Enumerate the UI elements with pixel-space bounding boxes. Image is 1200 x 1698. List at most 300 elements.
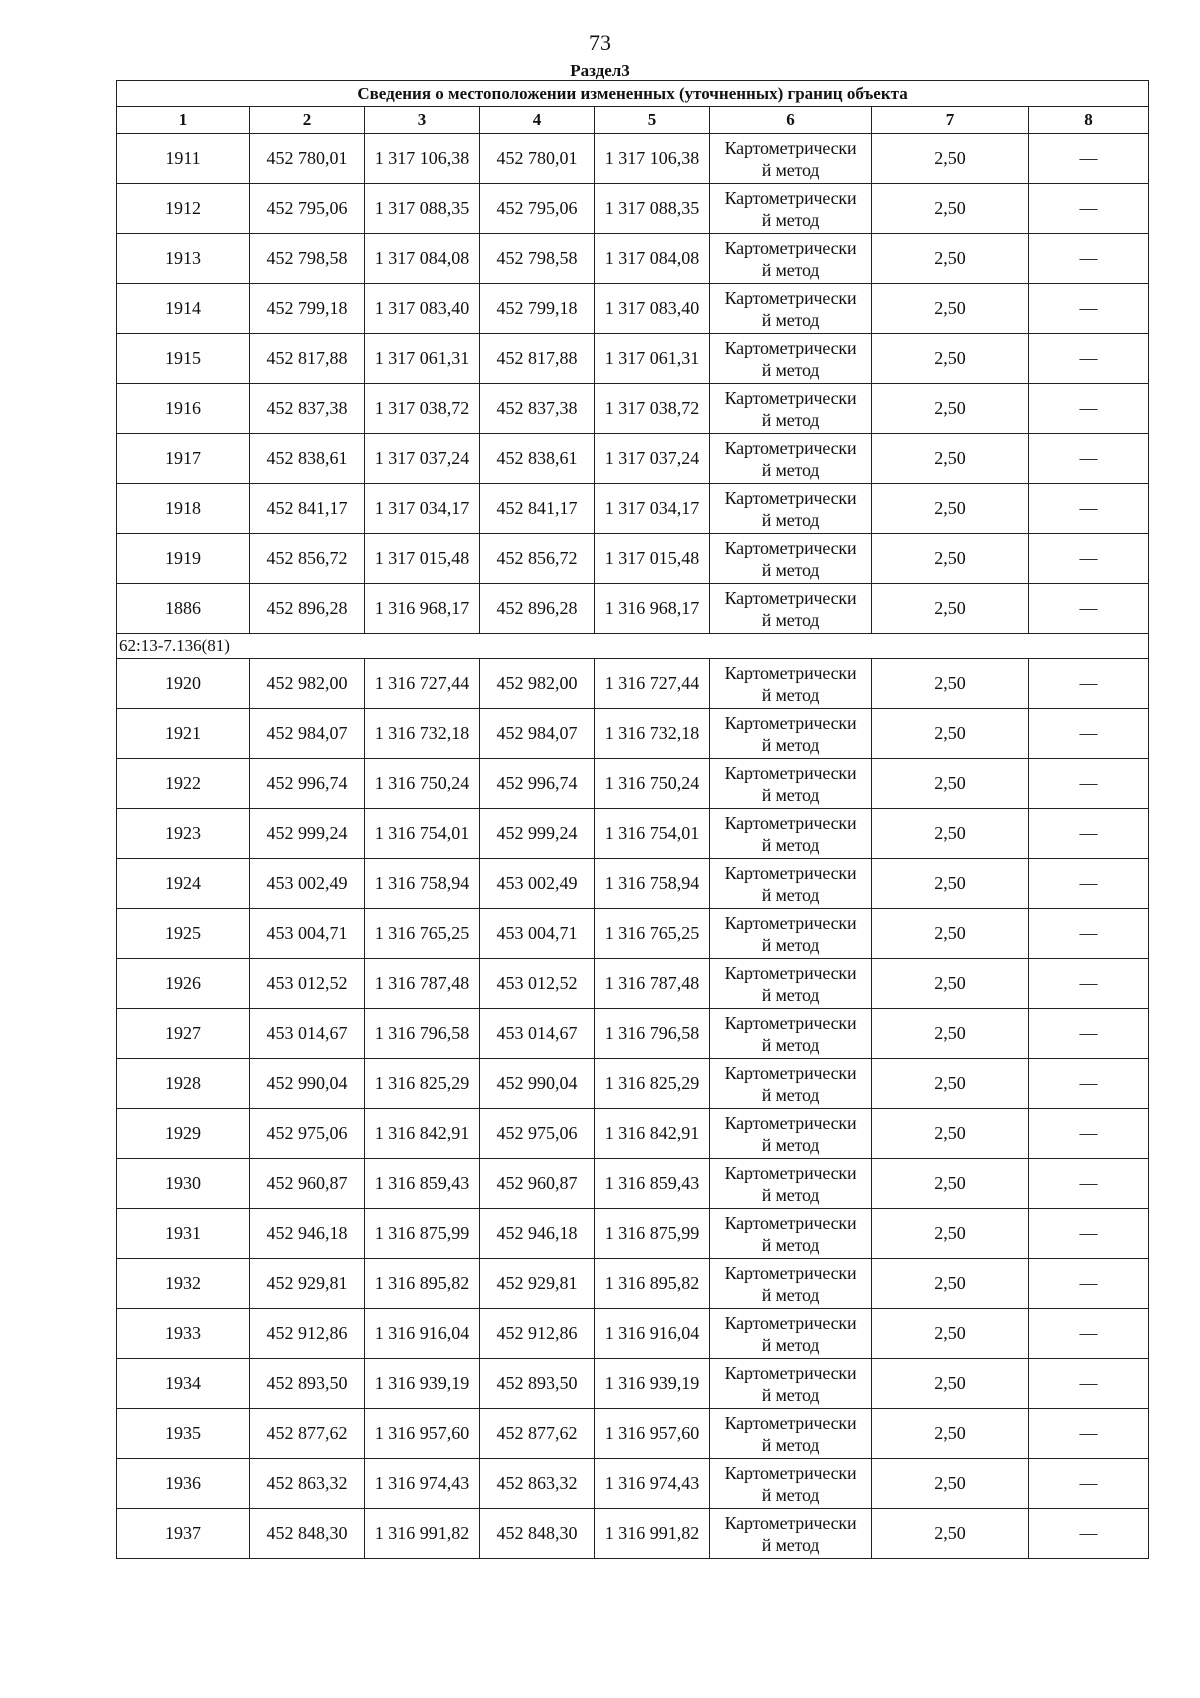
accuracy-cell: 2,50 [872,959,1029,1009]
method-text-line1: Картометрически [724,387,857,408]
y-existing-cell: 1 316 895,82 [365,1259,480,1309]
method-cell [710,534,872,584]
note-cell: — [1029,809,1149,859]
point-number-cell: 1911 [117,134,250,184]
y-existing-cell: 1 317 088,35 [365,184,480,234]
point-number-cell: 1923 [117,809,250,859]
point-number-cell: 1929 [117,1109,250,1159]
table-row [117,384,1149,434]
x-new-cell: 452 946,18 [480,1209,595,1259]
y-new-cell: 1 316 750,24 [595,759,710,809]
x-new-cell: 452 863,32 [480,1459,595,1509]
method-text-line2: й метод [761,1234,820,1255]
point-number-cell: 1916 [117,384,250,434]
note-cell: — [1029,1459,1149,1509]
accuracy-cell: 2,50 [872,1109,1029,1159]
y-new-cell: 1 316 875,99 [595,1209,710,1259]
column-number: 6 [710,107,872,134]
y-new-cell: 1 316 957,60 [595,1409,710,1459]
accuracy-cell: 2,50 [872,1459,1029,1509]
method-text-line2: й метод [761,1134,820,1155]
method-text-line2: й метод [761,559,820,580]
accuracy-cell: 2,50 [872,659,1029,709]
x-new-cell: 452 795,06 [480,184,595,234]
y-new-cell: 1 317 088,35 [595,184,710,234]
x-existing-cell: 452 996,74 [250,759,365,809]
x-existing-cell: 452 863,32 [250,1459,365,1509]
method-text-line1: Картометрически [724,537,857,558]
x-new-cell: 452 856,72 [480,534,595,584]
accuracy-cell: 2,50 [872,709,1029,759]
method-text-line1: Картометрически [724,1462,857,1483]
note-cell: — [1029,1359,1149,1409]
y-existing-cell: 1 316 957,60 [365,1409,480,1459]
method-cell [710,184,872,234]
method-text-line2: й метод [761,684,820,705]
method-text-line2: й метод [761,1434,820,1455]
x-existing-cell: 452 780,01 [250,134,365,184]
y-existing-cell: 1 316 727,44 [365,659,480,709]
x-new-cell: 452 984,07 [480,709,595,759]
table-row [117,1409,1149,1459]
point-number-cell: 1918 [117,484,250,534]
column-number: 2 [250,107,365,134]
point-number-cell: 1936 [117,1459,250,1509]
method-text-line2: й метод [761,1284,820,1305]
note-cell: — [1029,1509,1149,1559]
method-cell [710,484,872,534]
point-number-cell: 1917 [117,434,250,484]
y-existing-cell: 1 317 015,48 [365,534,480,584]
y-existing-cell: 1 316 916,04 [365,1309,480,1359]
method-text-line1: Картометрически [724,137,857,158]
accuracy-cell: 2,50 [872,384,1029,434]
accuracy-cell: 2,50 [872,1009,1029,1059]
y-existing-cell: 1 316 754,01 [365,809,480,859]
method-text-line1: Картометрически [724,237,857,258]
x-new-cell: 453 002,49 [480,859,595,909]
y-existing-cell: 1 317 083,40 [365,284,480,334]
y-new-cell: 1 316 842,91 [595,1109,710,1159]
method-text-line1: Картометрически [724,1312,857,1333]
column-number: 7 [872,107,1029,134]
y-existing-cell: 1 316 968,17 [365,584,480,634]
x-existing-cell: 452 893,50 [250,1359,365,1409]
table-row [117,284,1149,334]
table-row [117,659,1149,709]
table-row [117,134,1149,184]
method-text-line1: Картометрически [724,962,857,983]
page-number: 73 [589,30,611,55]
y-new-cell: 1 316 859,43 [595,1159,710,1209]
table-row [117,1009,1149,1059]
y-existing-cell: 1 316 974,43 [365,1459,480,1509]
accuracy-cell: 2,50 [872,859,1029,909]
y-existing-cell: 1 316 859,43 [365,1159,480,1209]
x-existing-cell: 453 012,52 [250,959,365,1009]
method-text-line2: й метод [761,1534,820,1555]
table-row [117,1109,1149,1159]
x-new-cell: 452 975,06 [480,1109,595,1159]
method-cell [710,1409,872,1459]
point-number-cell: 1921 [117,709,250,759]
note-cell: — [1029,1409,1149,1459]
method-text-line2: й метод [761,359,820,380]
y-new-cell: 1 317 015,48 [595,534,710,584]
accuracy-cell: 2,50 [872,584,1029,634]
x-existing-cell: 452 841,17 [250,484,365,534]
y-existing-cell: 1 316 732,18 [365,709,480,759]
point-number-cell: 1930 [117,1159,250,1209]
table-row [117,959,1149,1009]
y-existing-cell: 1 316 750,24 [365,759,480,809]
y-existing-cell: 1 317 106,38 [365,134,480,184]
x-existing-cell: 452 912,86 [250,1309,365,1359]
column-number: 5 [595,107,710,134]
note-cell: — [1029,909,1149,959]
note-cell: — [1029,1209,1149,1259]
y-existing-cell: 1 317 084,08 [365,234,480,284]
method-text-line1: Картометрически [724,712,857,733]
method-text-line1: Картометрически [724,187,857,208]
method-text-line2: й метод [761,309,820,330]
y-existing-cell: 1 316 939,19 [365,1359,480,1409]
x-new-cell: 452 999,24 [480,809,595,859]
accuracy-cell: 2,50 [872,1059,1029,1109]
table-row [117,809,1149,859]
note-cell: — [1029,584,1149,634]
note-cell: — [1029,1059,1149,1109]
note-cell: — [1029,1009,1149,1059]
y-new-cell: 1 316 939,19 [595,1359,710,1409]
x-new-cell: 452 929,81 [480,1259,595,1309]
method-cell [710,1359,872,1409]
method-cell [710,709,872,759]
y-existing-cell: 1 316 796,58 [365,1009,480,1059]
x-new-cell: 453 014,67 [480,1009,595,1059]
y-new-cell: 1 316 916,04 [595,1309,710,1359]
parcel-group-label: 62:13-7.136(81) [117,634,1149,659]
note-cell: — [1029,659,1149,709]
x-new-cell: 452 799,18 [480,284,595,334]
point-number-cell: 1886 [117,584,250,634]
x-existing-cell: 452 960,87 [250,1159,365,1209]
accuracy-cell: 2,50 [872,909,1029,959]
note-cell: — [1029,1259,1149,1309]
method-text-line1: Картометрически [724,337,857,358]
x-new-cell: 453 012,52 [480,959,595,1009]
method-text-line2: й метод [761,159,820,180]
y-new-cell: 1 316 787,48 [595,959,710,1009]
table-row [117,1259,1149,1309]
method-cell [710,134,872,184]
method-text-line2: й метод [761,1334,820,1355]
x-existing-cell: 452 799,18 [250,284,365,334]
accuracy-cell: 2,50 [872,484,1029,534]
x-new-cell: 452 996,74 [480,759,595,809]
y-new-cell: 1 316 754,01 [595,809,710,859]
method-text-line2: й метод [761,834,820,855]
x-new-cell: 452 838,61 [480,434,595,484]
table-row [117,709,1149,759]
method-text-line1: Картометрически [724,287,857,308]
method-text-line1: Картометрически [724,812,857,833]
method-text-line2: й метод [761,884,820,905]
method-text-line2: й метод [761,734,820,755]
method-text-line1: Картометрически [724,487,857,508]
method-text-line1: Картометрически [724,1062,857,1083]
method-text-line2: й метод [761,1184,820,1205]
table-row [117,534,1149,584]
method-text-line2: й метод [761,984,820,1005]
y-existing-cell: 1 317 037,24 [365,434,480,484]
method-text-line2: й метод [761,209,820,230]
note-cell: — [1029,234,1149,284]
method-text-line2: й метод [761,459,820,480]
y-new-cell: 1 316 825,29 [595,1059,710,1109]
boundary-coordinates-table [116,80,1149,1559]
table-row [117,1359,1149,1409]
accuracy-cell: 2,50 [872,234,1029,284]
note-cell: — [1029,759,1149,809]
x-new-cell: 452 912,86 [480,1309,595,1359]
note-cell: — [1029,709,1149,759]
table-row [117,584,1149,634]
y-new-cell: 1 317 106,38 [595,134,710,184]
note-cell: — [1029,1159,1149,1209]
y-existing-cell: 1 317 038,72 [365,384,480,434]
method-text-line2: й метод [761,509,820,530]
point-number-cell: 1937 [117,1509,250,1559]
method-text-line2: й метод [761,609,820,630]
x-new-cell: 452 990,04 [480,1059,595,1109]
y-existing-cell: 1 317 061,31 [365,334,480,384]
note-cell: — [1029,1309,1149,1359]
method-text-line1: Картометрически [724,1162,857,1183]
x-existing-cell: 452 817,88 [250,334,365,384]
point-number-cell: 1926 [117,959,250,1009]
point-number-cell: 1935 [117,1409,250,1459]
accuracy-cell: 2,50 [872,534,1029,584]
point-number-cell: 1919 [117,534,250,584]
y-new-cell: 1 317 084,08 [595,234,710,284]
y-existing-cell: 1 316 991,82 [365,1509,480,1559]
column-number: 8 [1029,107,1149,134]
method-text-line1: Картометрически [724,912,857,933]
method-cell [710,759,872,809]
x-new-cell: 452 841,17 [480,484,595,534]
y-new-cell: 1 316 727,44 [595,659,710,709]
x-existing-cell: 452 838,61 [250,434,365,484]
point-number-cell: 1931 [117,1209,250,1259]
method-text-line2: й метод [761,934,820,955]
table-caption-row [117,81,1149,107]
method-text-line1: Картометрически [724,587,857,608]
method-text-line1: Картометрически [724,662,857,683]
x-existing-cell: 452 798,58 [250,234,365,284]
y-existing-cell: 1 316 825,29 [365,1059,480,1109]
method-text-line1: Картометрически [724,1412,857,1433]
method-text-line1: Картометрически [724,1012,857,1033]
table-row [117,1309,1149,1359]
x-new-cell: 452 896,28 [480,584,595,634]
method-text-line1: Картометрически [724,1262,857,1283]
method-cell [710,334,872,384]
x-existing-cell: 452 856,72 [250,534,365,584]
x-existing-cell: 452 984,07 [250,709,365,759]
x-existing-cell: 452 990,04 [250,1059,365,1109]
parcel-group-row [117,634,1149,659]
y-new-cell: 1 316 796,58 [595,1009,710,1059]
method-text-line1: Картометрически [724,762,857,783]
method-cell [710,1059,872,1109]
y-new-cell: 1 316 968,17 [595,584,710,634]
method-text-line1: Картометрически [724,1512,857,1533]
accuracy-cell: 2,50 [872,134,1029,184]
method-text-line1: Картометрически [724,437,857,458]
y-new-cell: 1 316 765,25 [595,909,710,959]
method-cell [710,1309,872,1359]
accuracy-cell: 2,50 [872,184,1029,234]
point-number-cell: 1925 [117,909,250,959]
y-new-cell: 1 316 991,82 [595,1509,710,1559]
method-cell [710,384,872,434]
accuracy-cell: 2,50 [872,1309,1029,1359]
table-row [117,1209,1149,1259]
x-new-cell: 452 960,87 [480,1159,595,1209]
point-number-cell: 1913 [117,234,250,284]
accuracy-cell: 2,50 [872,809,1029,859]
y-new-cell: 1 316 895,82 [595,1259,710,1309]
note-cell: — [1029,184,1149,234]
table-row [117,1159,1149,1209]
table-row [117,234,1149,284]
method-cell [710,1459,872,1509]
point-number-cell: 1934 [117,1359,250,1409]
x-existing-cell: 452 896,28 [250,584,365,634]
y-existing-cell: 1 316 842,91 [365,1109,480,1159]
x-existing-cell: 452 848,30 [250,1509,365,1559]
x-existing-cell: 452 929,81 [250,1259,365,1309]
accuracy-cell: 2,50 [872,1259,1029,1309]
method-cell [710,284,872,334]
method-cell [710,959,872,1009]
accuracy-cell: 2,50 [872,334,1029,384]
x-existing-cell: 452 975,06 [250,1109,365,1159]
table-row [117,1509,1149,1559]
column-number: 4 [480,107,595,134]
table-row [117,484,1149,534]
note-cell: — [1029,859,1149,909]
x-new-cell: 453 004,71 [480,909,595,959]
method-cell [710,809,872,859]
x-existing-cell: 452 999,24 [250,809,365,859]
method-cell [710,234,872,284]
point-number-cell: 1924 [117,859,250,909]
accuracy-cell: 2,50 [872,759,1029,809]
point-number-cell: 1932 [117,1259,250,1309]
method-cell [710,1109,872,1159]
x-new-cell: 452 837,38 [480,384,595,434]
accuracy-cell: 2,50 [872,1409,1029,1459]
accuracy-cell: 2,50 [872,1359,1029,1409]
note-cell: — [1029,134,1149,184]
x-new-cell: 452 848,30 [480,1509,595,1559]
note-cell: — [1029,284,1149,334]
method-text-line1: Картометрически [724,1212,857,1233]
x-existing-cell: 452 795,06 [250,184,365,234]
point-number-cell: 1927 [117,1009,250,1059]
x-existing-cell: 453 004,71 [250,909,365,959]
x-new-cell: 452 893,50 [480,1359,595,1409]
y-new-cell: 1 317 083,40 [595,284,710,334]
y-new-cell: 1 316 732,18 [595,709,710,759]
x-new-cell: 452 780,01 [480,134,595,184]
accuracy-cell: 2,50 [872,1209,1029,1259]
y-existing-cell: 1 316 787,48 [365,959,480,1009]
method-text-line2: й метод [761,409,820,430]
y-new-cell: 1 316 974,43 [595,1459,710,1509]
method-text-line2: й метод [761,1034,820,1055]
method-cell [710,909,872,959]
y-existing-cell: 1 316 765,25 [365,909,480,959]
method-text-line1: Картометрически [724,1362,857,1383]
y-existing-cell: 1 316 875,99 [365,1209,480,1259]
x-existing-cell: 453 002,49 [250,859,365,909]
section-title: Раздел3 [570,61,630,80]
y-existing-cell: 1 317 034,17 [365,484,480,534]
note-cell: — [1029,434,1149,484]
x-existing-cell: 452 837,38 [250,384,365,434]
method-cell [710,1209,872,1259]
y-existing-cell: 1 316 758,94 [365,859,480,909]
y-new-cell: 1 317 061,31 [595,334,710,384]
table-row [117,1059,1149,1109]
method-text-line2: й метод [761,259,820,280]
method-text-line2: й метод [761,784,820,805]
point-number-cell: 1933 [117,1309,250,1359]
method-text-line1: Картометрически [724,862,857,883]
table-caption: Сведения о местоположении измененных (уточненных) границ объекта [117,81,1149,107]
y-new-cell: 1 317 038,72 [595,384,710,434]
x-new-cell: 452 982,00 [480,659,595,709]
note-cell: — [1029,534,1149,584]
y-new-cell: 1 316 758,94 [595,859,710,909]
method-cell [710,1509,872,1559]
x-new-cell: 452 877,62 [480,1409,595,1459]
table-row [117,334,1149,384]
method-text-line2: й метод [761,1084,820,1105]
x-existing-cell: 453 014,67 [250,1009,365,1059]
accuracy-cell: 2,50 [872,434,1029,484]
method-cell [710,434,872,484]
point-number-cell: 1928 [117,1059,250,1109]
accuracy-cell: 2,50 [872,1159,1029,1209]
table-row [117,1459,1149,1509]
method-cell [710,1259,872,1309]
note-cell: — [1029,334,1149,384]
y-new-cell: 1 317 037,24 [595,434,710,484]
accuracy-cell: 2,50 [872,1509,1029,1559]
y-new-cell: 1 317 034,17 [595,484,710,534]
x-existing-cell: 452 982,00 [250,659,365,709]
table-row [117,184,1149,234]
note-cell: — [1029,1109,1149,1159]
point-number-cell: 1914 [117,284,250,334]
column-number: 1 [117,107,250,134]
method-cell [710,659,872,709]
x-new-cell: 452 817,88 [480,334,595,384]
